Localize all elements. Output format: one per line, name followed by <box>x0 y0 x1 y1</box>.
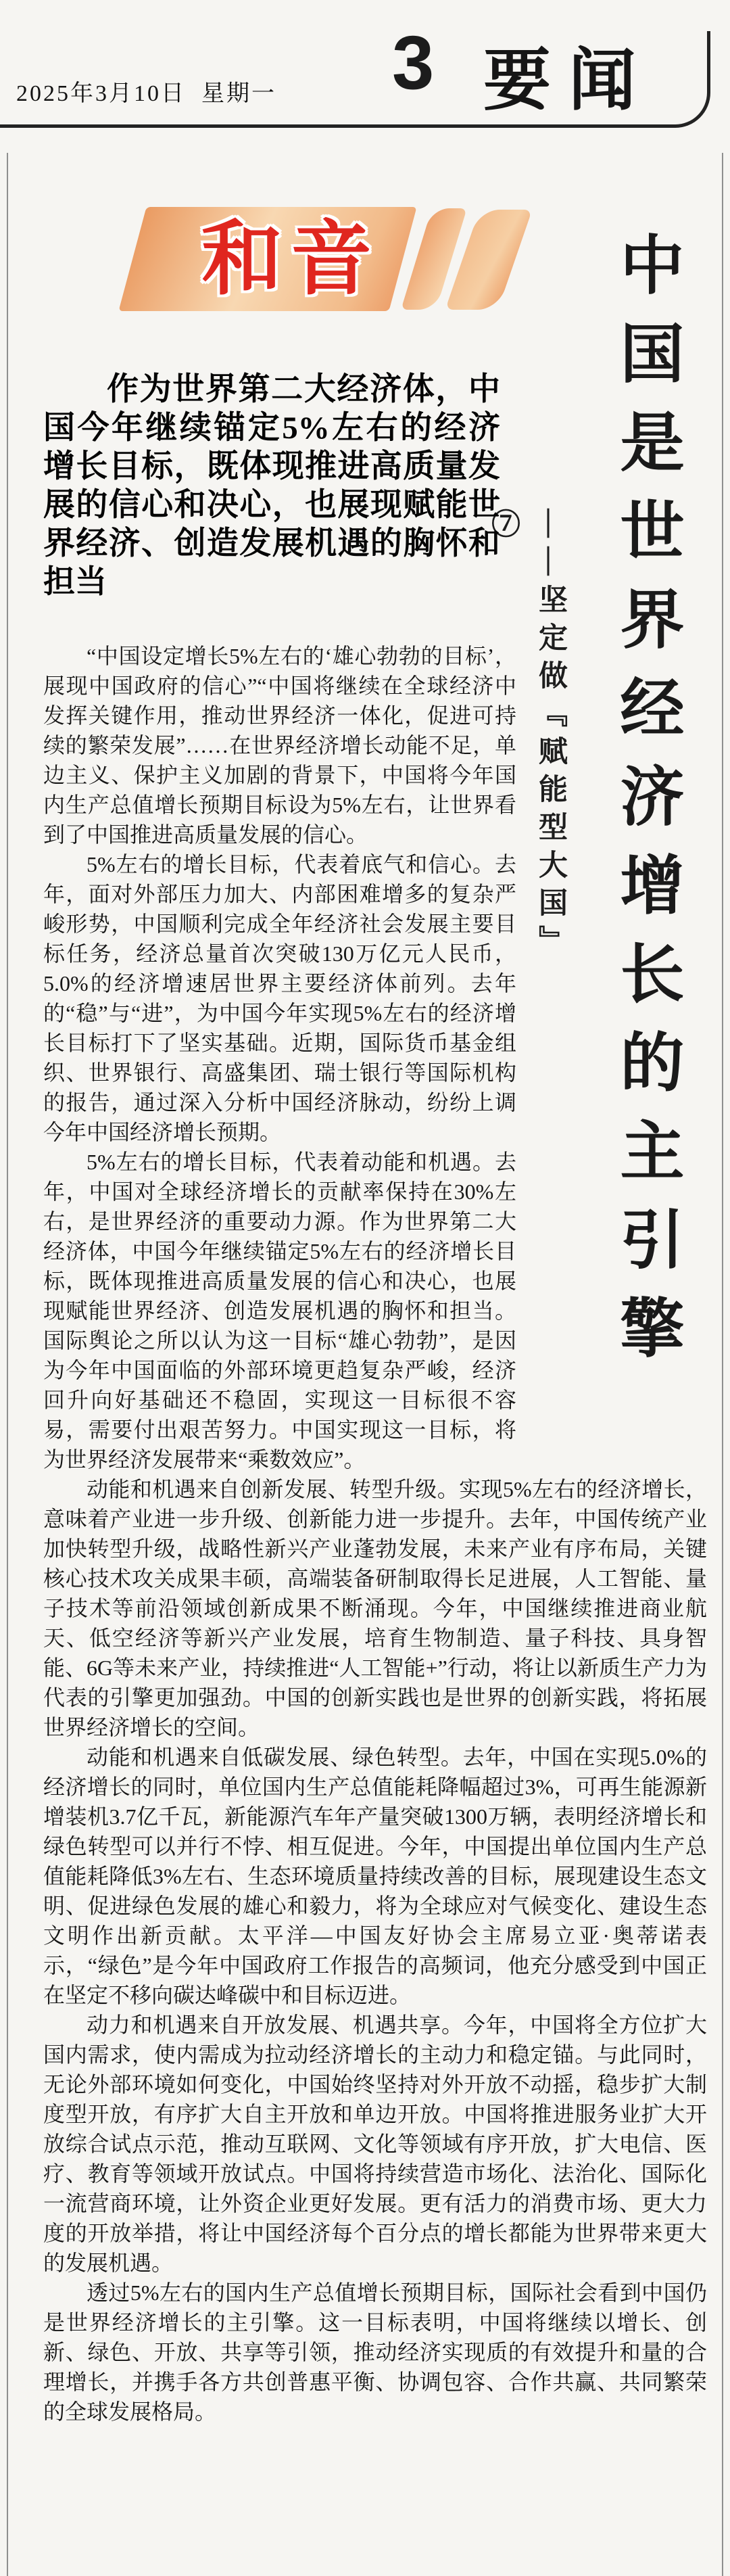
main-headline-vertical: 中国是世界经济增长的主引擎 <box>611 231 683 1383</box>
subtitle-vertical: ——坚定做『赋能型大国』⑦ <box>487 509 566 963</box>
body-paragraph: 动力和机遇来自开放发展、机遇共享。今年，中国将全方位扩大国内需求，使内需成为拉动经济增长的主动力和稳定锚。与此同时，无论外部环境如何变化，中国始终坚持对外开放不动摇，稳步扩大制度型开放，有序扩大自主开放和单边开放。中国将推进服务业扩大开放综合试点示范，推动互联网、文化等领域有序开放，扩大电信、医疗、教育等领域开放试点。中国将持续营造市场化、法治化、国际化一流营商环境，让外资企业更好发展。更有活力的消费市场、更大力度的开放举措，将让中国经济每个百分点的增长都能为世界带来更大的发展机遇。 <box>43 2013 707 2275</box>
intro-paragraph: 作为世界第二大经济体，中国今年继续锚定5%左右的经济增长目标，既体现推进高质量发展的信心和决心，也展现赋能世界经济、创造发展机遇的胸怀和担当 <box>43 372 500 600</box>
article-left-rule <box>7 153 8 2576</box>
page-number: 3 <box>392 20 435 105</box>
body-paragraph: 动能和机遇来自创新发展、转型升级。实现5%左右的经济增长，意味着产业进一步升级、创新能力进一步提升。去年，中国传统产业加快转型升级，战略性新兴产业蓬勃发展，未来产业有序布局，关键核心技术攻关成果丰硕，高端装备研制取得长足进展，人工智能、量子技术等前沿领域创新成果不断涌现。今年，中国继续推进商业航天、低空经济等新兴产业发展，培育生物制造、量子科技、具身智能、6G等未来产业，持续推进“人工智能+”行动，将让以新质生产力为代表的引擎更加强劲。中国的创新实践也是世界的创新实践，将拓展世界经济增长的空间。 <box>43 1477 707 1739</box>
article-body <box>43 641 707 2427</box>
body-paragraph: 5%左右的增长目标，代表着底气和信心。去年，面对外部压力加大、内部困难增多的复杂严峻形势，中国顺利完成全年经济社会发展主要目标任务，经济总量首次突破130万亿元人民币，5.0%的经济增速居世界主要经济体前列。去年的“稳”与“进”，为中国今年实现5%左右的经济增长目标打下了坚实基础。近期，国际货币基金组织、世界银行、高盛集团、瑞士银行等国际机构的报告，通过深入分析中国经济脉动，纷纷上调今年中国经济增长预期。 <box>43 852 516 1144</box>
body-paragraph: “中国设定增长5%左右的‘雄心勃勃的目标’，展现中国政府的信心”“中国将继续在全球经济中发挥关键作用，推动世界经济一体化，促进可持续的繁荣发展”……在世界经济增长动能不足，单边主义、保护主义加剧的背景下，中国将今年国内生产总值增长预期目标设为5%左右，让世界看到了中国推进高质量发展的信心。 <box>43 644 516 847</box>
body-paragraph: 动能和机遇来自低碳发展、绿色转型。去年，中国在实现5.0%的经济增长的同时，单位国内生产总值能耗降幅超过3%，可再生能源新增装机3.7亿千瓦，新能源汽车年产量突破1300万辆，表明经济增长和绿色转型可以并行不悖、相互促进。今年，中国提出单位国内生产总值能耗降低3%左右、生态环境质量持续改善的目标，展现建设生态文明、促进绿色发展的雄心和毅力，将为全球应对气候变化、建设生态文明作出新贡献。太平洋—中国友好协会主席易立亚·奥蒂诺表示，“绿色”是今年中国政府工作报告的高频词，他充分感受到中国正在坚定不移向碳达峰碳中和目标迈进。 <box>43 1745 707 2007</box>
headline-wrap-spacer <box>516 641 707 1445</box>
badge-title: 和音 <box>201 214 380 304</box>
body-paragraph: 5%左右的增长目标，代表着动能和机遇。去年，中国对全球经济增长的贡献率保持在30%左右，是世界经济的重要动力源。作为世界第二大经济体，中国今年继续锚定5%左右的经济增长目标，既体现推进高质量发展的信心和决心，也展现赋能世界经济、创造发展机遇的胸怀和担当。国际舆论之所以认为这一目标“雄心勃勃”，是因为今年中国面临的外部环境更趋复杂严峻，经济回升向好基础还不稳固，实现这一目标很不容易，需要付出艰苦努力。中国实现这一目标，将为世界经济发展带来“乘数效应”。 <box>43 1150 516 1472</box>
column-badge <box>114 207 492 311</box>
section-title: 要闻 <box>483 43 654 118</box>
header-date: 2025年3月10日 星期一 <box>16 81 276 106</box>
body-paragraph: 透过5%左右的国内生产总值增长预期目标，国际社会看到中国仍是世界经济增长的主引擎。这一目标表明，中国将继续以增长、创新、绿色、开放、共享等引领，推动经济实现质的有效提升和量的合理增长，并携手各方共创普惠平衡、协调包容、合作共赢、共同繁荣的全球发展格局。 <box>43 2280 707 2424</box>
article-right-rule <box>722 153 723 2576</box>
